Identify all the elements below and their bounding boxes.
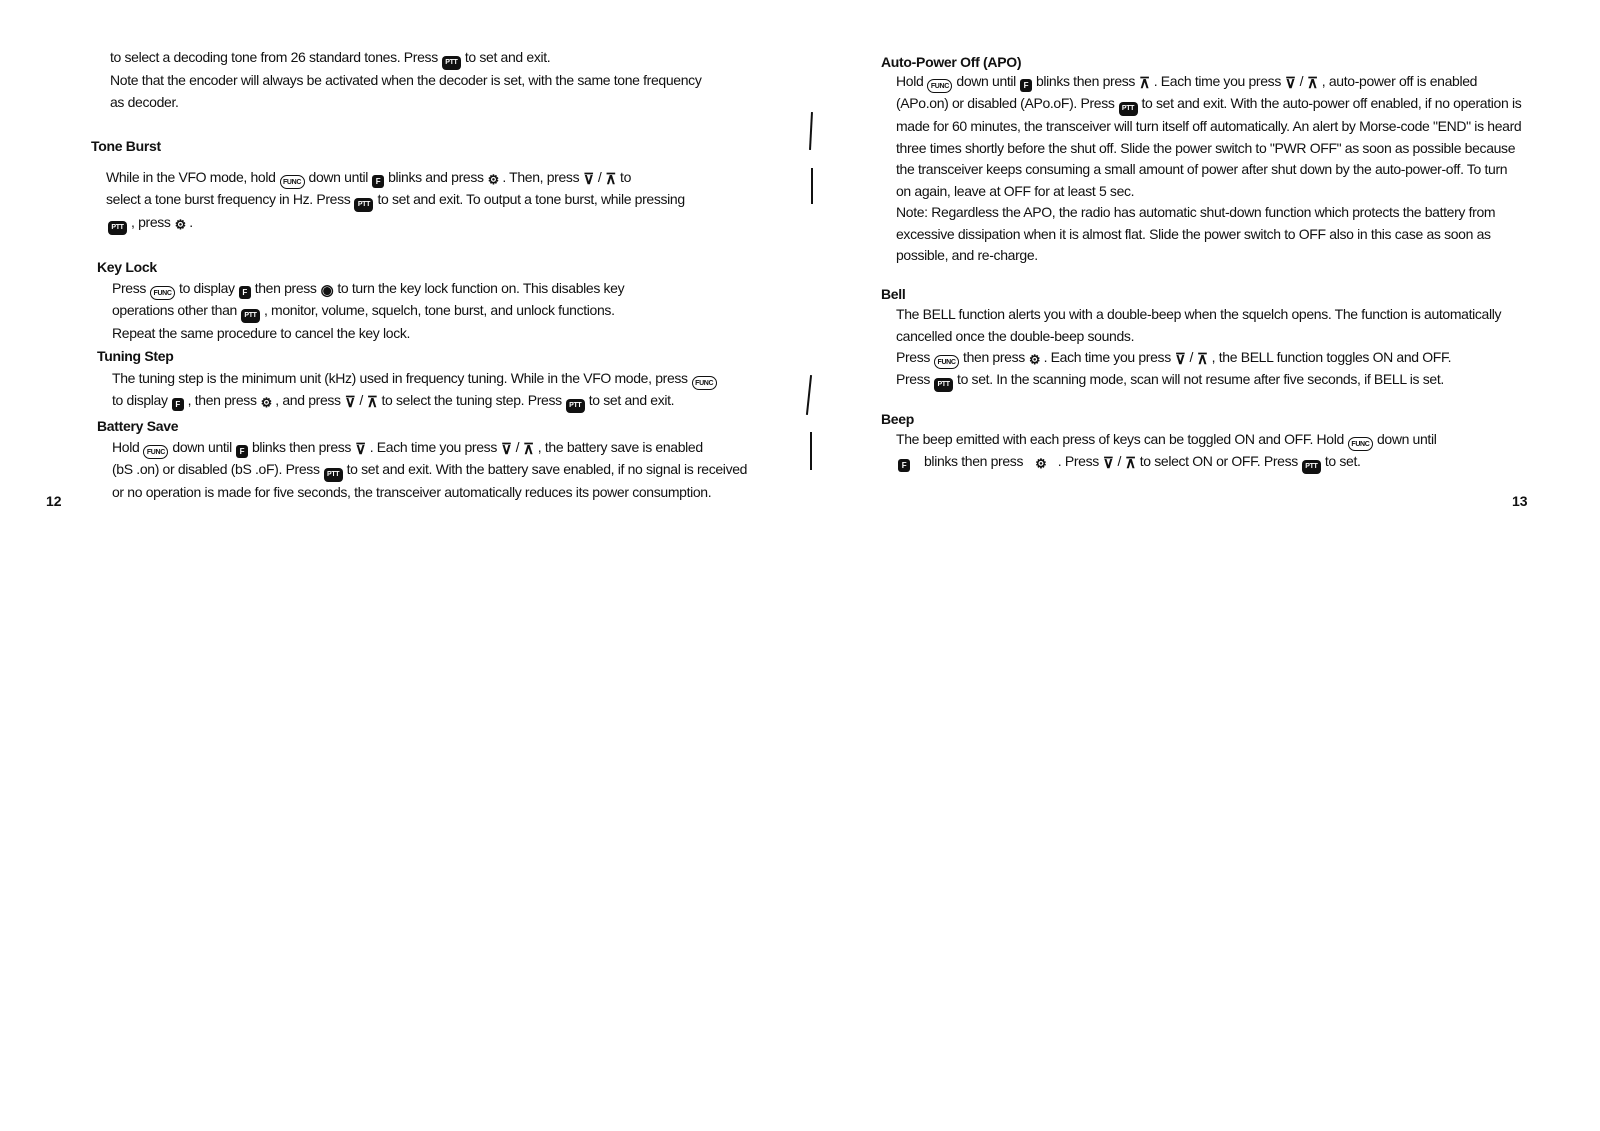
ptt-key-icon: PTT: [1119, 102, 1138, 116]
text: , auto-power off is enabled: [1321, 73, 1478, 89]
ptt-key-icon: PTT: [566, 399, 585, 413]
text: then press: [254, 280, 317, 296]
text: on again, leave at OFF for at least 5 sec.: [896, 182, 1135, 199]
text: three times shortly before the shut off. Slide the power switch to "PWR OFF" as soon as possible because: [896, 139, 1516, 156]
down-key-icon: ⊽: [1174, 351, 1186, 368]
ptt-key-icon: PTT: [354, 198, 373, 212]
text: to set and exit. With the battery save enabled, if no signal is received: [346, 461, 748, 477]
func-key-icon: FUNC: [280, 175, 305, 189]
text: cancelled once the double-beep sounds.: [896, 327, 1135, 344]
up-key-icon: ⊼: [1307, 75, 1318, 92]
tone-burst-paragraph: [106, 167, 685, 235]
text: Hold: [896, 73, 924, 89]
down-key-icon: ⊽: [355, 441, 366, 458]
up-key-icon: ⊼: [1197, 351, 1208, 368]
text: the transceiver keeps consuming a small amount of power after shut down by the auto-power-off. To turn: [896, 161, 1508, 177]
text: to set.: [1324, 453, 1361, 469]
text: The beep emitted with each press of keys can be toggled ON and OFF. Hold: [896, 431, 1344, 447]
text: , the battery save is enabled: [537, 439, 703, 455]
func-key-icon: FUNC: [692, 376, 717, 390]
f-indicator-icon: F: [236, 445, 248, 458]
text: to: [620, 169, 632, 185]
text: /: [597, 169, 602, 185]
text: . Each time you press: [1043, 349, 1171, 365]
func-key-icon: FUNC: [1348, 437, 1373, 451]
tone-burst-heading: Tone Burst: [91, 138, 161, 154]
text: down until: [172, 439, 232, 455]
ptt-key-icon: PTT: [241, 309, 260, 323]
text: excessive dissipation when it is almost flat. Slide the power switch to OFF also in this case as soon as: [896, 225, 1491, 242]
f-indicator-icon: F: [239, 286, 251, 299]
text: to display: [179, 280, 235, 296]
text: , the BELL function toggles ON and OFF.: [1211, 349, 1452, 365]
text: The tuning step is the minimum unit (kHz) used in frequency tuning. While in the VFO mode, press: [112, 370, 688, 386]
text: Note: Regardless the APO, the radio has automatic shut-down function which protects the battery from: [896, 204, 1496, 220]
text: to set and exit. To output a tone burst, while pressing: [377, 191, 685, 207]
text: to select the tuning step. Press: [381, 392, 562, 408]
text: to turn the key lock function on. This disables key: [337, 280, 625, 296]
text: Press: [896, 371, 931, 387]
down-key-icon: ⊽: [344, 394, 356, 411]
text: operations other than: [112, 302, 237, 318]
text: (APo.on) or disabled (APo.oF). Press: [896, 95, 1115, 111]
call-step-key-icon: ⚙: [174, 217, 186, 232]
text: blinks then press: [924, 453, 1024, 469]
text: to set and exit. With the auto-power off enabled, if no operation is: [1141, 95, 1522, 111]
f-indicator-icon: F: [898, 459, 910, 472]
text: to display: [112, 392, 168, 408]
text: made for 60 minutes, the transceiver will turn itself off automatically. An alert by Morse-code "END" is heard: [896, 118, 1522, 134]
text: (bS .on) or disabled (bS .oF). Press: [112, 461, 320, 477]
text: . Each time you press: [369, 439, 497, 455]
text: , then press: [187, 392, 257, 408]
text: then press: [963, 349, 1025, 365]
text: to set. In the scanning mode, scan will not resume after five seconds, if BELL is set.: [957, 371, 1444, 387]
bell-heading: Bell: [881, 286, 906, 302]
text: /: [515, 439, 520, 455]
text: possible, and re-charge.: [896, 247, 1038, 263]
text: to set and exit.: [464, 49, 551, 65]
text: blinks then press: [1035, 73, 1136, 89]
apo-heading: Auto-Power Off (APO): [881, 54, 1022, 70]
func-key-icon: FUNC: [927, 79, 952, 93]
text: Press: [112, 280, 147, 296]
text: or no operation is made for five seconds, the transceiver automatically reduces its power consumption.: [112, 484, 712, 500]
up-key-icon: ⊼: [605, 171, 617, 188]
monitor-lock-key-icon: ◉: [320, 282, 334, 299]
text: The BELL function alerts you with a double-beep when the squelch opens. The function is automatically: [896, 306, 1502, 322]
down-key-icon: ⊽: [583, 171, 594, 188]
up-key-icon: ⊼: [523, 441, 534, 458]
down-key-icon: ⊽: [500, 441, 512, 458]
ptt-key-icon: PTT: [442, 56, 461, 70]
text: down until: [1376, 431, 1437, 447]
func-key-icon: FUNC: [934, 355, 959, 369]
down-key-icon: ⊽: [1284, 75, 1296, 92]
ptt-key-icon: PTT: [324, 468, 343, 482]
text: . Each time you press: [1153, 73, 1281, 89]
battery-save-paragraph: [112, 437, 747, 504]
text: to select ON or OFF. Press: [1139, 453, 1298, 469]
page-number: 12: [46, 493, 62, 509]
text: down until: [308, 169, 369, 185]
battery-save-heading: Battery Save: [97, 418, 179, 434]
band-bell-key-icon: ⚙: [1028, 352, 1040, 367]
text: /: [1189, 349, 1194, 365]
text: , monitor, volume, squelch, tone burst, and unlock functions.: [263, 302, 615, 318]
f-indicator-icon: F: [1020, 79, 1032, 92]
text: While in the VFO mode, hold: [106, 169, 276, 185]
down-key-icon: ⊽: [1102, 455, 1114, 472]
tuning-step-paragraph: [112, 368, 721, 413]
up-key-icon: ⊼: [366, 394, 378, 411]
band-beep-key-icon: ⚙: [1035, 456, 1046, 471]
beep-paragraph: [896, 429, 1437, 474]
text: blinks and press: [388, 169, 484, 185]
call-step-key-icon: ⚙: [260, 395, 272, 410]
text: , and press: [275, 392, 341, 408]
text: to select a decoding tone from 26 standard tones. Press: [110, 49, 438, 65]
text: , press: [131, 214, 171, 230]
text: select a tone burst frequency in Hz. Press: [106, 191, 351, 207]
text: blinks then press: [251, 439, 352, 455]
text: Note that the encoder will always be activated when the decoder is set, with the same tone frequency: [110, 72, 702, 88]
text: Press: [896, 349, 931, 365]
text: . Press: [1057, 453, 1099, 469]
tuning-step-heading: Tuning Step: [97, 348, 174, 364]
text: /: [359, 392, 363, 408]
text: /: [1299, 73, 1304, 89]
func-key-icon: FUNC: [150, 286, 175, 300]
page-number: 13: [1512, 493, 1528, 509]
func-key-icon: FUNC: [143, 445, 168, 459]
intro-paragraph: [110, 47, 701, 113]
apo-paragraph: [896, 71, 1521, 267]
ptt-key-icon: PTT: [108, 221, 127, 235]
ptt-key-icon: PTT: [1302, 460, 1321, 474]
key-lock-paragraph: [112, 278, 624, 345]
up-key-icon: ⊼: [1125, 455, 1136, 472]
up-key-icon: ⊼: [1139, 75, 1150, 92]
text: Repeat the same procedure to cancel the key lock.: [112, 325, 411, 341]
text: . Then, press: [502, 169, 580, 185]
f-indicator-icon: F: [372, 175, 384, 188]
text: as decoder.: [110, 93, 179, 110]
text: down until: [956, 73, 1016, 89]
bell-paragraph: [896, 304, 1501, 392]
text: Hold: [112, 439, 140, 455]
ptt-key-icon: PTT: [934, 378, 953, 392]
f-indicator-icon: F: [172, 398, 184, 411]
page-13: [800, 0, 1600, 1131]
text: .: [189, 214, 193, 230]
call-step-key-icon: ⚙: [487, 172, 499, 187]
text: to set and exit.: [588, 392, 675, 408]
key-lock-heading: Key Lock: [97, 259, 157, 275]
text: /: [1117, 453, 1122, 469]
beep-heading: Beep: [881, 411, 915, 427]
